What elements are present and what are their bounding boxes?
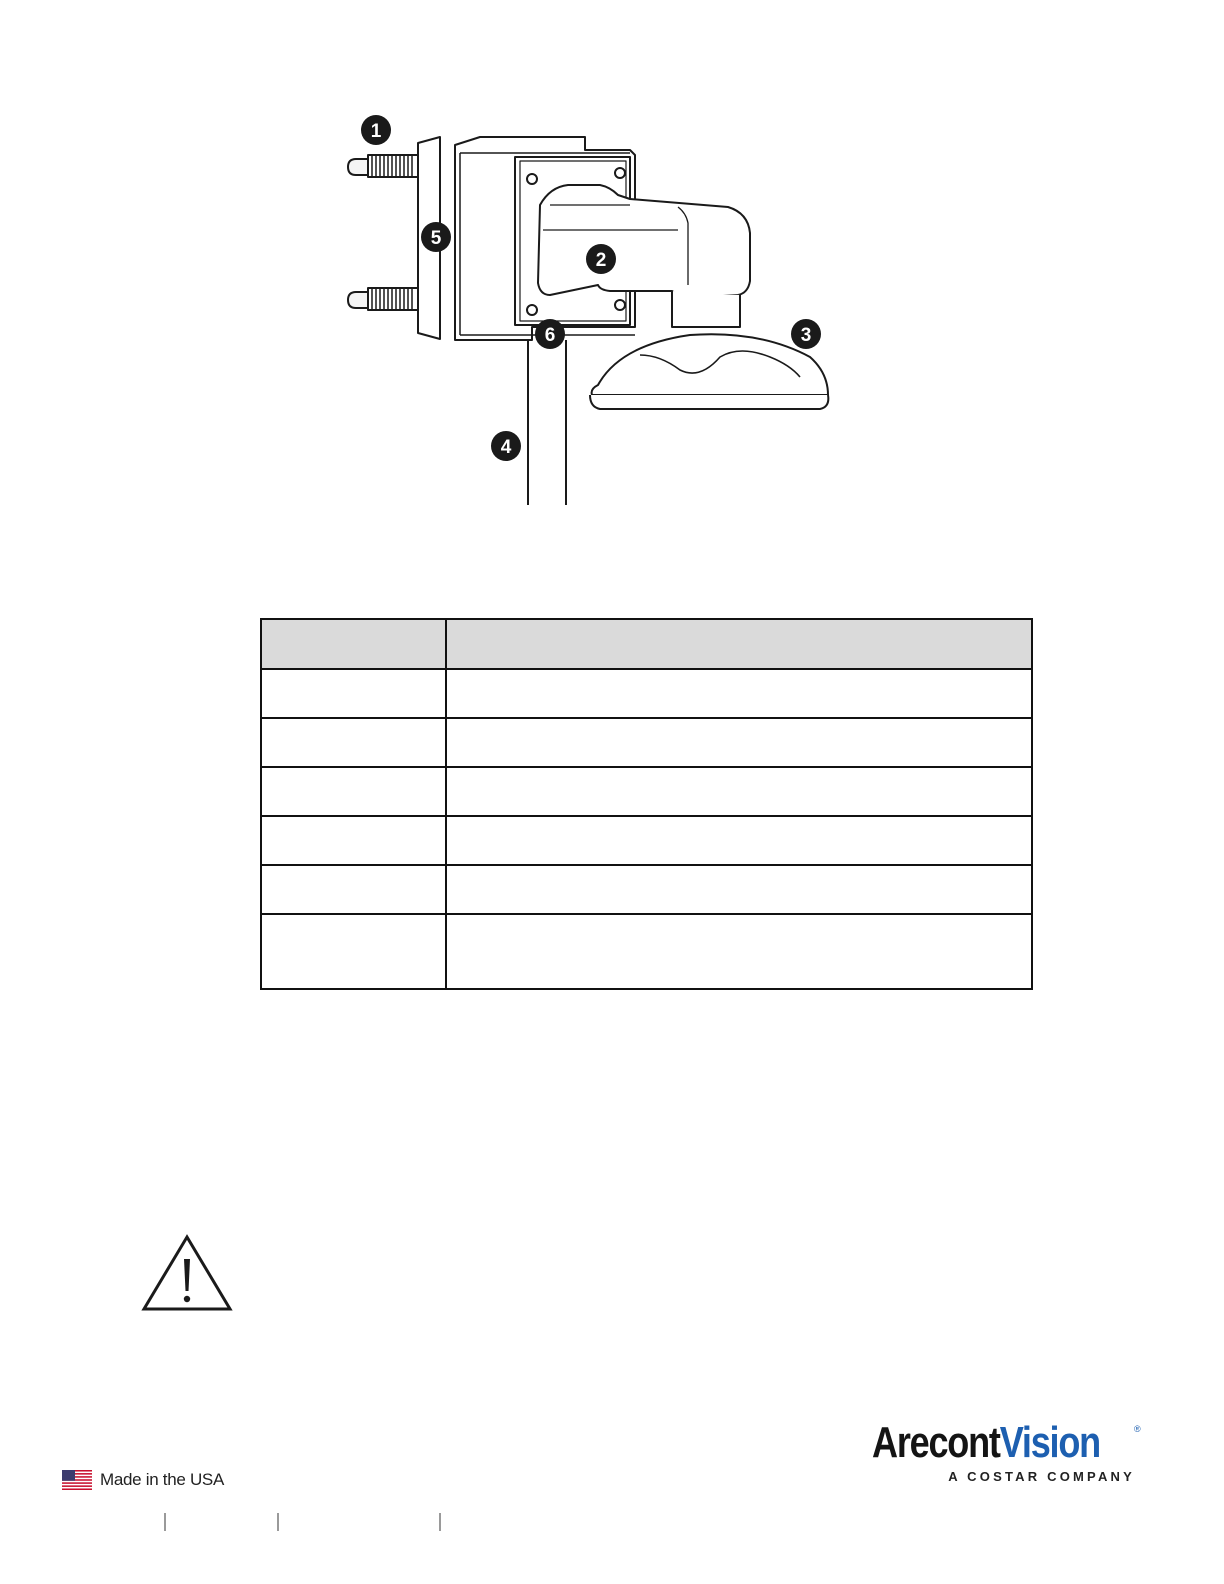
- pole-clamp-bottom: [348, 288, 420, 310]
- table-cell: [446, 767, 1032, 816]
- table-header-row: [261, 619, 1032, 669]
- table-cell: [446, 669, 1032, 718]
- made-in-usa-text: Made in the USA: [100, 1470, 225, 1489]
- header-cell-number: [261, 619, 446, 669]
- table-cell: [261, 718, 446, 767]
- pole-mount-illustration: [300, 95, 860, 510]
- callout-2: [586, 244, 616, 274]
- footer-divider: [164, 1513, 166, 1531]
- table-row: [261, 865, 1032, 914]
- table-cell: [446, 718, 1032, 767]
- made-in-usa: [62, 1468, 224, 1492]
- logo-tagline: A COSTAR COMPANY: [948, 1469, 1135, 1484]
- table-cell: [446, 914, 1032, 989]
- header-cell-description: [446, 619, 1032, 669]
- table-row: [261, 816, 1032, 865]
- table-cell: [446, 865, 1032, 914]
- mount-diagram: [300, 95, 860, 510]
- logo-word-vision: Vision: [999, 1418, 1100, 1467]
- registered-mark: ®: [1134, 1424, 1141, 1434]
- parts-table: [260, 618, 1033, 990]
- svg-text:5: 5: [430, 228, 442, 249]
- table-cell: [261, 865, 446, 914]
- svg-text:2: 2: [595, 250, 607, 271]
- callout-5: [421, 222, 451, 252]
- svg-text:6: 6: [544, 325, 556, 346]
- table-cell: [261, 816, 446, 865]
- table-row: [261, 669, 1032, 718]
- svg-text:3: 3: [800, 325, 812, 346]
- callout-4: [491, 431, 521, 461]
- table-row: [261, 914, 1032, 989]
- table-cell: [446, 816, 1032, 865]
- callout-1: [361, 115, 391, 145]
- callout-6: [535, 319, 565, 349]
- table-row: [261, 767, 1032, 816]
- warning-triangle-icon: [140, 1233, 234, 1313]
- callout-3: [791, 319, 821, 349]
- table-cell: [261, 914, 446, 989]
- logo-word-arecont: Arecont: [872, 1418, 1000, 1467]
- table-row: [261, 718, 1032, 767]
- table-cell: [261, 767, 446, 816]
- logo-wordmark: [872, 1418, 1100, 1468]
- svg-text:4: 4: [500, 437, 512, 458]
- pole-clamp-top: [348, 155, 420, 177]
- company-logo: [870, 1418, 1145, 1488]
- svg-text:1: 1: [370, 121, 382, 142]
- footer-divider: [277, 1513, 279, 1531]
- footer-divider: [439, 1513, 441, 1531]
- us-flag-icon: [62, 1470, 92, 1490]
- table-cell: [261, 669, 446, 718]
